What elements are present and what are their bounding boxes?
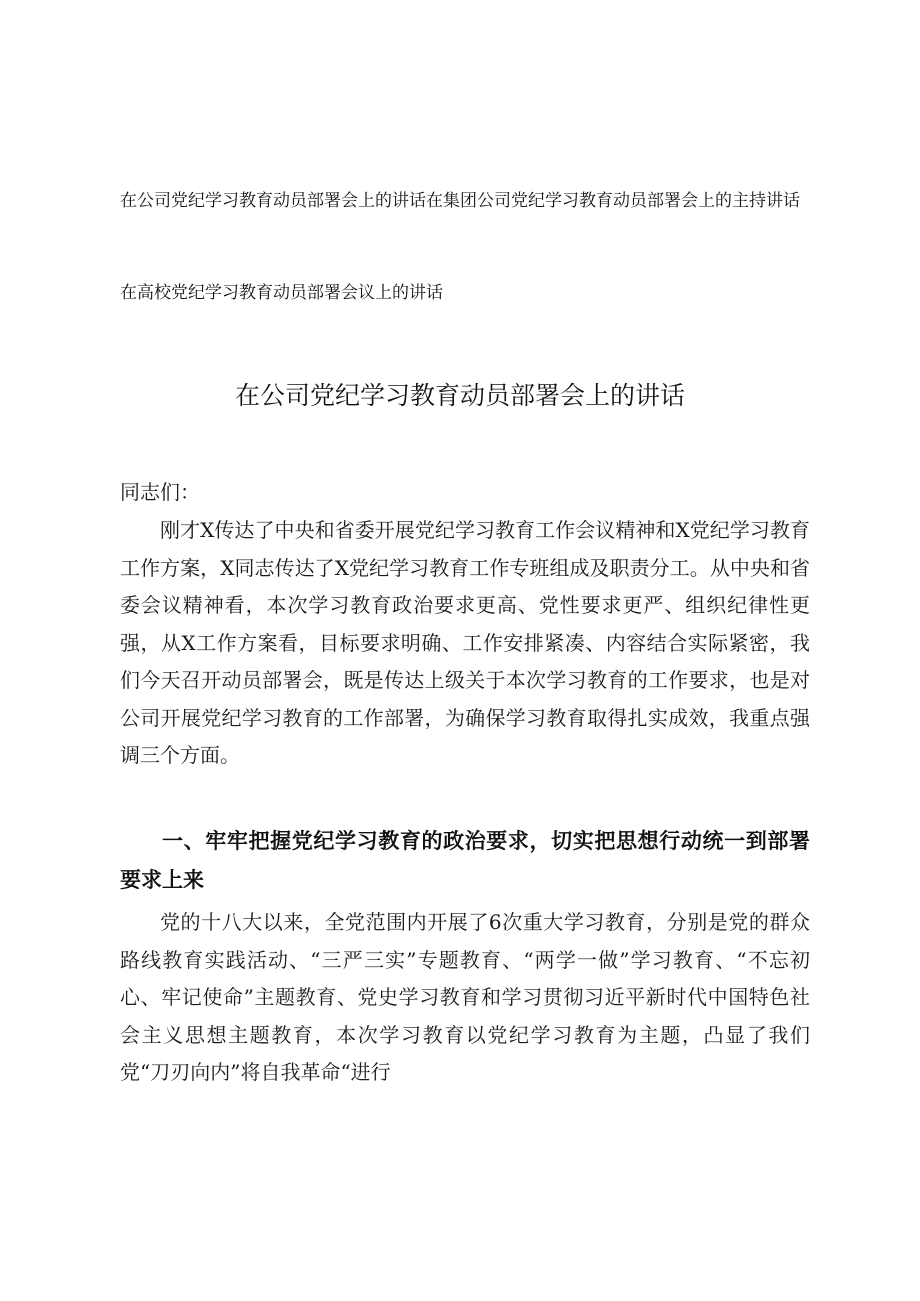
toc-entry-2: 在高校党纪学习教育动员部署会议上的讲话 (120, 283, 443, 303)
paragraph-1: 刚才X传达了中央和省委开展党纪学习教育工作会议精神和X党纪学习教育工作方案，X同志传达了X党纪学习教育工作专班组成及职责分工。从中央和省委会议精神看，本次学习教育政治要求更高、党性要求更严、组织纪律性更强，从X工作方案看，目标要求明确、工作安排紧凑、内容结合实际紧密，我们今天召开动员部署会，既是传达上级关于本次学习教育的工作要求，也是对公司开展党纪学习教育的工作部署，为确保学习教育取得扎实成效，我重点强调三个方面。 (120, 518, 810, 767)
document-title: 在公司党纪学习教育动员部署会上的讲话 (234, 381, 685, 410)
toc-entry-1: 在公司党纪学习教育动员部署会上的讲话在集团公司党纪学习教育动员部署会上的主持讲话 (120, 191, 800, 211)
section-heading-1: 一、牢牢把握党纪学习教育的政治要求，切实把思想行动统一到部署要求上来 (120, 829, 810, 892)
paragraph-2: 党的十八大以来，全党范围内开展了6次重大学习教育，分别是党的群众路线教育实践活动、“三严三实”专题教育、“两学一做”学习教育、“不忘初心、牢记使命”主题教育、党史学习教育和学习贯彻习近平新时代中国特色社会主义思想主题教育，本次学习教育以党纪学习教育为主题，凸显了我们党“刀刃向内”将自我革命“进行 (120, 910, 810, 1084)
salutation: 同志们： (120, 480, 200, 504)
